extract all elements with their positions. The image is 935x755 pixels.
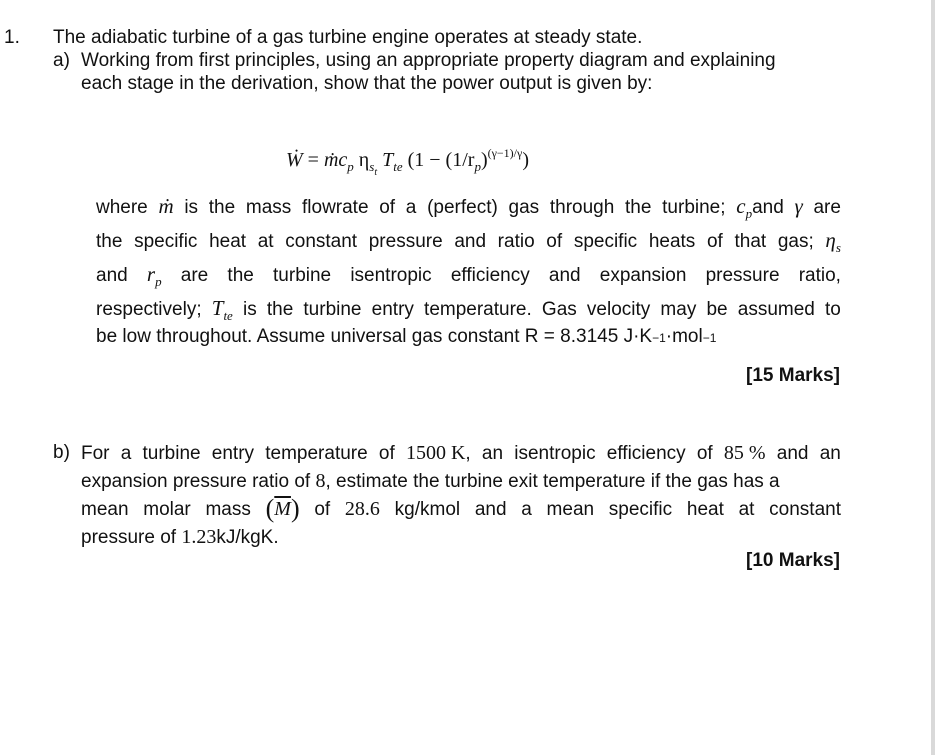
rp-symbol [147, 262, 162, 294]
word: ratio, [798, 265, 841, 286]
question-title: The adiabatic turbine of a gas turbine engine operates at steady state. [53, 27, 643, 48]
word: pressure [368, 231, 443, 252]
word: of [546, 231, 563, 252]
word: isentropic [350, 265, 432, 286]
word: gas; [777, 231, 814, 252]
word: expansion [599, 265, 687, 286]
word: temperature [265, 443, 368, 464]
part-a-label: a) [53, 50, 70, 71]
formula-exponent: (γ−1)/γ [487, 146, 523, 160]
comma: , [465, 443, 471, 464]
formula-open-part: (1 − (1/r [407, 149, 475, 171]
formula-T-sub: te [393, 159, 403, 174]
mol-unit: ·mol [665, 326, 703, 347]
formula-lhs: Ẇ [286, 149, 303, 171]
word: and [454, 231, 487, 252]
word: gas [508, 197, 540, 218]
where-line-2 [96, 228, 841, 255]
rp-sub: p [155, 274, 162, 289]
formula-cp-sub: p [347, 159, 354, 174]
power-output-formula [286, 138, 529, 188]
word: kg/kmol [394, 499, 461, 520]
text-segment: expansion pressure ratio of [81, 471, 311, 492]
word: heat [686, 499, 724, 520]
part-a-line-1: Working from first principles, using an appropriate property diagram and explaining [81, 50, 776, 71]
formula-close-inner: ) [480, 149, 488, 171]
word: an [481, 443, 504, 464]
mdot-symbol: ṁ [158, 194, 174, 218]
word: heats [648, 231, 696, 252]
word: turbine [273, 265, 332, 286]
word: mass [205, 499, 251, 520]
word: constant [769, 499, 841, 520]
page-edge-divider [931, 0, 935, 755]
word: specific [573, 231, 638, 252]
word: mass [245, 197, 292, 218]
word: a [405, 197, 417, 218]
word: to [825, 299, 841, 320]
gamma-symbol: γ [794, 194, 803, 218]
word: turbine; [662, 197, 726, 218]
word: specific [608, 499, 673, 520]
part-b-marks: [10 Marks] [746, 550, 840, 571]
molar-mass-value: 28.6 [344, 498, 380, 520]
te-symbol [212, 296, 233, 328]
word: are [813, 197, 841, 218]
part-a-marks: [15 Marks] [746, 365, 840, 386]
word: at [738, 499, 755, 520]
part-b-label: b) [53, 442, 70, 463]
temperature: 1500 K [405, 442, 466, 464]
eta-symbol [825, 228, 840, 260]
word: may [660, 299, 697, 320]
where-line-3 [96, 262, 841, 289]
word: through [549, 197, 615, 218]
formula-eta-sub: s [369, 159, 375, 174]
superscript: −1 [652, 331, 666, 345]
word: heat [209, 231, 247, 252]
question-number: 1. [4, 27, 20, 48]
where-line-5 [96, 325, 841, 349]
word: entry [371, 299, 414, 320]
word: respectively; [96, 299, 202, 320]
formula-T: T [382, 149, 394, 171]
word: (perfect) [427, 197, 498, 218]
word: Gas [541, 299, 577, 320]
word: where [96, 197, 148, 218]
word: mean [81, 499, 129, 520]
word: efficiency [606, 443, 686, 464]
word: temperature. [424, 299, 532, 320]
word: of [378, 443, 395, 464]
word: are [180, 265, 209, 286]
word: turbine [142, 443, 201, 464]
word: pressure [705, 265, 780, 286]
part-b-line-1 [81, 441, 841, 465]
word: specific [134, 231, 198, 252]
word: and [474, 499, 507, 520]
word: ratio [497, 231, 535, 252]
word: For [81, 443, 110, 464]
word: of [696, 443, 713, 464]
cp-symbol [736, 194, 784, 226]
te-sub: te [223, 308, 233, 323]
word: at [257, 231, 274, 252]
specific-heat-unit: kJ/kgK. [216, 527, 279, 548]
word: and [96, 265, 128, 286]
part-a-line-2: each stage in the derivation, show that the power output is given by: [81, 73, 653, 94]
text-segment: , estimate the turbine exit temperature if the gas has a [325, 471, 780, 492]
formula-mdot-cp: ṁc [323, 149, 348, 171]
word: the [625, 197, 652, 218]
word: flowrate [302, 197, 369, 218]
eta-letter: η [825, 228, 836, 252]
m-bar: $\overline{M}$ [274, 498, 291, 520]
word: an [819, 443, 841, 464]
word: a [521, 499, 532, 520]
formula-equals: = [307, 149, 319, 171]
ratio-value: 8 [315, 470, 326, 492]
word: is [242, 299, 257, 320]
where-line-1 [96, 194, 841, 221]
word: of [706, 231, 723, 252]
word: the [96, 231, 123, 252]
gas-constant-text: be low throughout. Assume universal gas constant R = 8.3145 J·K [96, 326, 653, 347]
entry-temperature-value [406, 441, 471, 466]
word: turbine [303, 299, 362, 320]
part-b-line-4 [81, 525, 841, 549]
superscript: −1 [702, 331, 717, 345]
word: of [314, 499, 331, 520]
word: is [184, 197, 199, 218]
specific-heat-value: 1.23 [181, 526, 217, 548]
part-b-line-2 [81, 469, 841, 493]
word: velocity [586, 299, 651, 320]
formula-close: ) [522, 149, 529, 171]
formula-rp-sub: p [474, 159, 481, 174]
word: the [266, 299, 294, 320]
word: entry [211, 443, 255, 464]
mean-molar-mass-symbol: $(\overline{M})$ [265, 494, 300, 523]
word: and [776, 443, 809, 464]
where-line-4 [96, 296, 841, 323]
line-2-text [81, 469, 780, 494]
cp-sub: p [745, 206, 753, 221]
efficiency-value: 85 % [723, 442, 766, 464]
word: and [752, 197, 784, 218]
word: molar [143, 499, 191, 520]
formula-eta: η [358, 149, 370, 171]
cp-letter: c [736, 194, 746, 218]
word: the [227, 265, 254, 286]
word: the [208, 197, 236, 218]
word: isentropic [514, 443, 596, 464]
word: of [379, 197, 396, 218]
rp-letter: r [146, 262, 156, 286]
word: mean [546, 499, 595, 520]
word: constant [285, 231, 358, 252]
word: efficiency [450, 265, 530, 286]
eta-sub: s [835, 240, 841, 255]
word: be [706, 299, 728, 320]
word: and [548, 265, 581, 286]
formula-eta-sub2: t [374, 167, 378, 178]
word: that [734, 231, 767, 252]
word: a [120, 443, 132, 464]
part-b-line-3 [81, 494, 841, 523]
word: assumed [737, 299, 815, 320]
text-segment: pressure of [81, 527, 177, 548]
te-letter: T [211, 296, 224, 320]
